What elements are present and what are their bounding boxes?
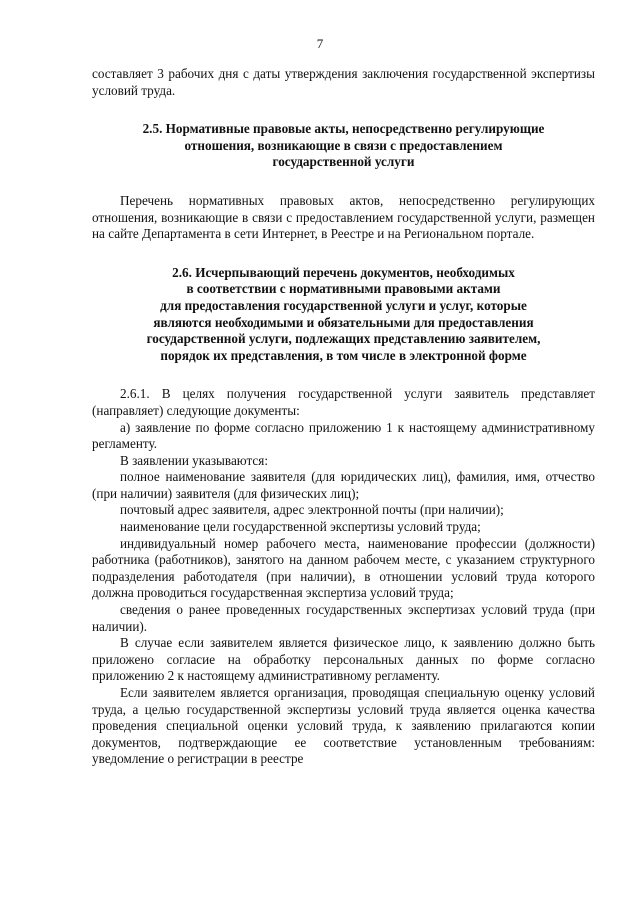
heading-line: порядок их представления, в том числе в электронной форме	[160, 347, 527, 363]
heading-line: государственной услуги	[272, 154, 415, 170]
paragraph: В случае если заявителем является физическое лицо, к заявлению должно быть приложено согласие на обработку персональных данных по форме согласно приложению 2 к настоящему административному регламенту.	[92, 635, 595, 684]
intro-paragraph: составляет 3 рабочих дня с даты утверждения заключения государственной экспертизы условий труда.	[92, 66, 595, 98]
paragraph: В заявлении указываются:	[120, 452, 268, 468]
paragraph: сведения о ранее проведенных государственных экспертизах условий труда (при наличии).	[92, 602, 595, 634]
paragraph: индивидуальный номер рабочего места, наименование профессии (должности) работника (работников), занятого на данном рабочем месте, с указанием структурного подразделения работодателя (при наличии), в отношении условий труда которого должна проводиться государственная экспертиза условий труда;	[92, 535, 595, 601]
heading-line: отношения, возникающие в связи с предоставлением	[184, 137, 503, 153]
heading-line: государственной услуги, подлежащих представлению заявителем,	[146, 331, 541, 347]
paragraph: наименование цели государственной экспертизы условий труда;	[120, 519, 481, 535]
paragraph: а) заявление по форме согласно приложению 1 к настоящему административному регламенту.	[92, 419, 595, 452]
section-2-6-heading	[92, 265, 595, 365]
section-2-5-body	[92, 193, 595, 243]
heading-line: для предоставления государственной услуги и услуг, которые	[160, 297, 527, 313]
paragraph: 2.6.1. В целях получения государственной услуги заявитель представляет (направляет) следующие документы:	[92, 386, 595, 418]
section-2-5-paragraph: Перечень нормативных правовых актов, непосредственно регулирующих отношения, возникающие в связи с предоставлением государственной услуги, размещен на сайте Департамента в сети Интернет, в Реестре и на Региональном портале.	[92, 192, 595, 242]
section-2-5-heading	[92, 121, 595, 171]
heading-line: являются необходимыми и обязательными для предоставления	[153, 314, 534, 330]
paragraph: почтовый адрес заявителя, адрес электронной почты (при наличии);	[120, 502, 504, 518]
paragraph: Если заявителем является организация, проводящая специальную оценку условий труда, а целью государственной экспертизы условий труда является оценка качества проведения специальной оценки условий труда, к заявлению прилагаются копии документов, подтверждающие ее соответствие установленным требованиям: уведомление о регистрации в реестре	[92, 685, 595, 767]
heading-line: в соответствии с нормативными правовыми актами	[186, 281, 501, 297]
page-number: 7	[316, 36, 324, 51]
section-2-6-body	[92, 386, 595, 768]
heading-line: 2.6. Исчерпывающий перечень документов, необходимых	[172, 264, 515, 280]
heading-line: 2.5. Нормативные правовые акты, непосредственно регулирующие	[142, 121, 545, 137]
paragraph: полное наименование заявителя (для юридических лиц), фамилия, имя, отчество (при наличии) заявителя (для физических лиц);	[92, 469, 595, 501]
document-body	[92, 66, 595, 768]
intro-block	[92, 66, 595, 99]
